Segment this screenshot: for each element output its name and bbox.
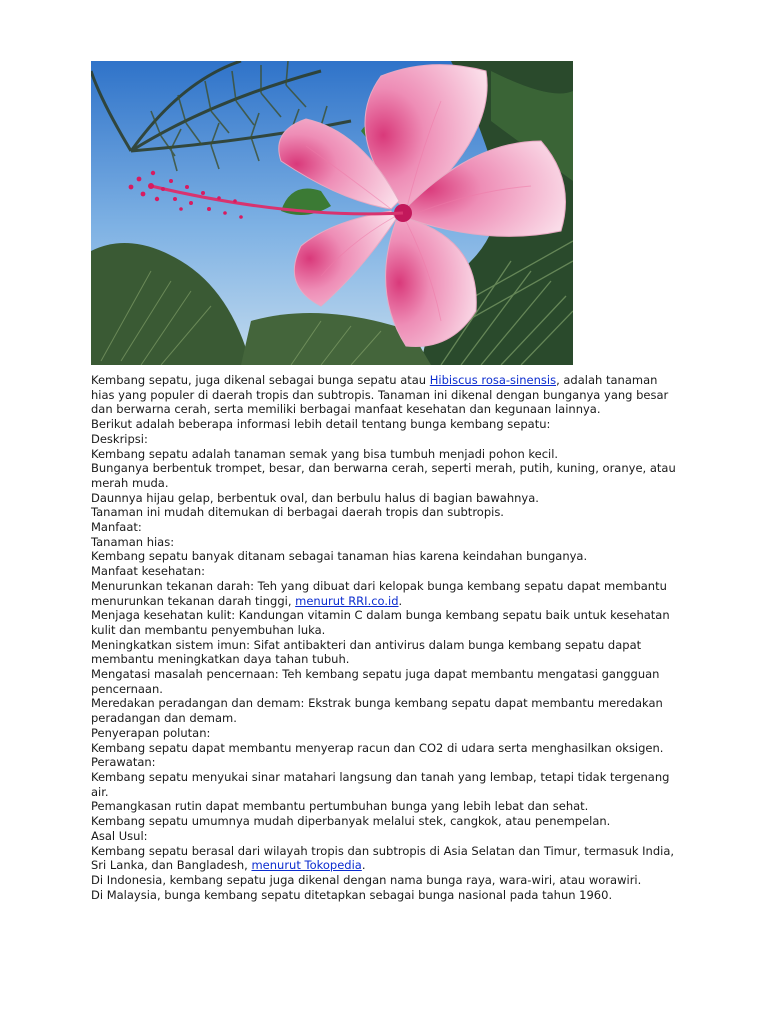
paragraph: Kembang sepatu, juga dikenal sebagai bunga sepatu atau Hibiscus rosa-sinensis, adalah tanaman hias yang populer di daerah tropis dan subtropis. Tanaman ini dikenal dengan bunganya yang besar dan berwarna cerah, serta memiliki berbagai manfaat kesehatan dan kegunaan lainnya. — [91, 373, 669, 417]
paragraph: Mengatasi masalah pencernaan: Teh kembang sepatu juga dapat membantu mengatasi gangguan pencernaan. — [91, 667, 660, 696]
tokopedia-link[interactable]: menurut Tokopedia — [251, 858, 362, 873]
paragraph: Bunganya berbentuk trompet, besar, dan berwarna cerah, seperti merah, putih, kuning, oranye, atau merah muda. — [91, 461, 676, 490]
paragraph: Di Indonesia, kembang sepatu juga dikenal dengan nama bunga raya, wara-wiri, atau worawiri. — [91, 872, 642, 887]
paragraph: Berikut adalah beberapa informasi lebih detail tentang bunga kembang sepatu: — [91, 417, 551, 432]
section-heading: Deskripsi: — [91, 431, 148, 446]
section-heading: Perawatan: — [91, 755, 156, 770]
paragraph: Kembang sepatu berasal dari wilayah tropis dan subtropis di Asia Selatan dan Timur, termasuk India, Sri Lanka, dan Bangladesh, menurut Tokopedia. — [91, 843, 675, 873]
paragraph: Kembang sepatu dapat membantu menyerap racun dan CO2 di udara serta menghasilkan oksigen. — [91, 740, 664, 755]
paragraph: Kembang sepatu menyukai sinar matahari langsung dan tanah yang lembap, tetapi tidak tergenang air. — [91, 769, 670, 799]
sub-heading: Penyerapan polutan: — [91, 725, 211, 740]
paragraph: Meningkatkan sistem imun: Sifat antibakteri dan antivirus dalam bunga kembang sepatu dapat membantu meningkatkan daya tahan tubuh. — [91, 637, 642, 667]
rri-link[interactable]: menurut RRI.co.id — [295, 593, 399, 608]
paragraph: Kembang sepatu adalah tanaman semak yang bisa tumbuh menjadi pohon kecil. — [91, 446, 559, 461]
paragraph: Meredakan peradangan dan demam: Ekstrak bunga kembang sepatu dapat membantu meredakan peradangan dan demam. — [91, 696, 663, 726]
paragraph: Kembang sepatu umumnya mudah diperbanyak melalui stek, cangkok, atau penempelan. — [91, 814, 611, 829]
section-heading: Asal Usul: — [91, 828, 148, 843]
paragraph: Kembang sepatu banyak ditanam sebagai tanaman hias karena keindahan bunganya. — [91, 549, 588, 564]
section-heading: Manfaat: — [91, 520, 142, 535]
paragraph: Menjaga kesehatan kulit: Kandungan vitamin C dalam bunga kembang sepatu baik untuk kesehatan kulit dan membantu penyembuhan luka. — [91, 608, 670, 637]
hibiscus-link[interactable]: Hibiscus rosa-sinensis — [429, 373, 557, 387]
hibiscus-photo — [91, 61, 573, 365]
sub-heading: Manfaat kesehatan: — [91, 564, 206, 579]
article-body — [91, 373, 681, 902]
paragraph: Di Malaysia, bunga kembang sepatu ditetapkan sebagai bunga nasional pada tahun 1960. — [91, 887, 613, 902]
sub-heading: Tanaman hias: — [91, 534, 175, 549]
paragraph: Tanaman ini mudah ditemukan di berbagai daerah tropis dan subtropis. — [91, 505, 504, 520]
paragraph: Pemangkasan rutin dapat membantu pertumbuhan bunga yang lebih lebat dan sehat. — [91, 799, 589, 814]
paragraph: Daunnya hijau gelap, berbentuk oval, dan berbulu halus di bagian bawahnya. — [91, 490, 539, 505]
paragraph: Menurunkan tekanan darah: Teh yang dibuat dari kelopak bunga kembang sepatu dapat membantu menurunkan tekanan darah tinggi, menurut RRI.co.id. — [91, 578, 667, 608]
